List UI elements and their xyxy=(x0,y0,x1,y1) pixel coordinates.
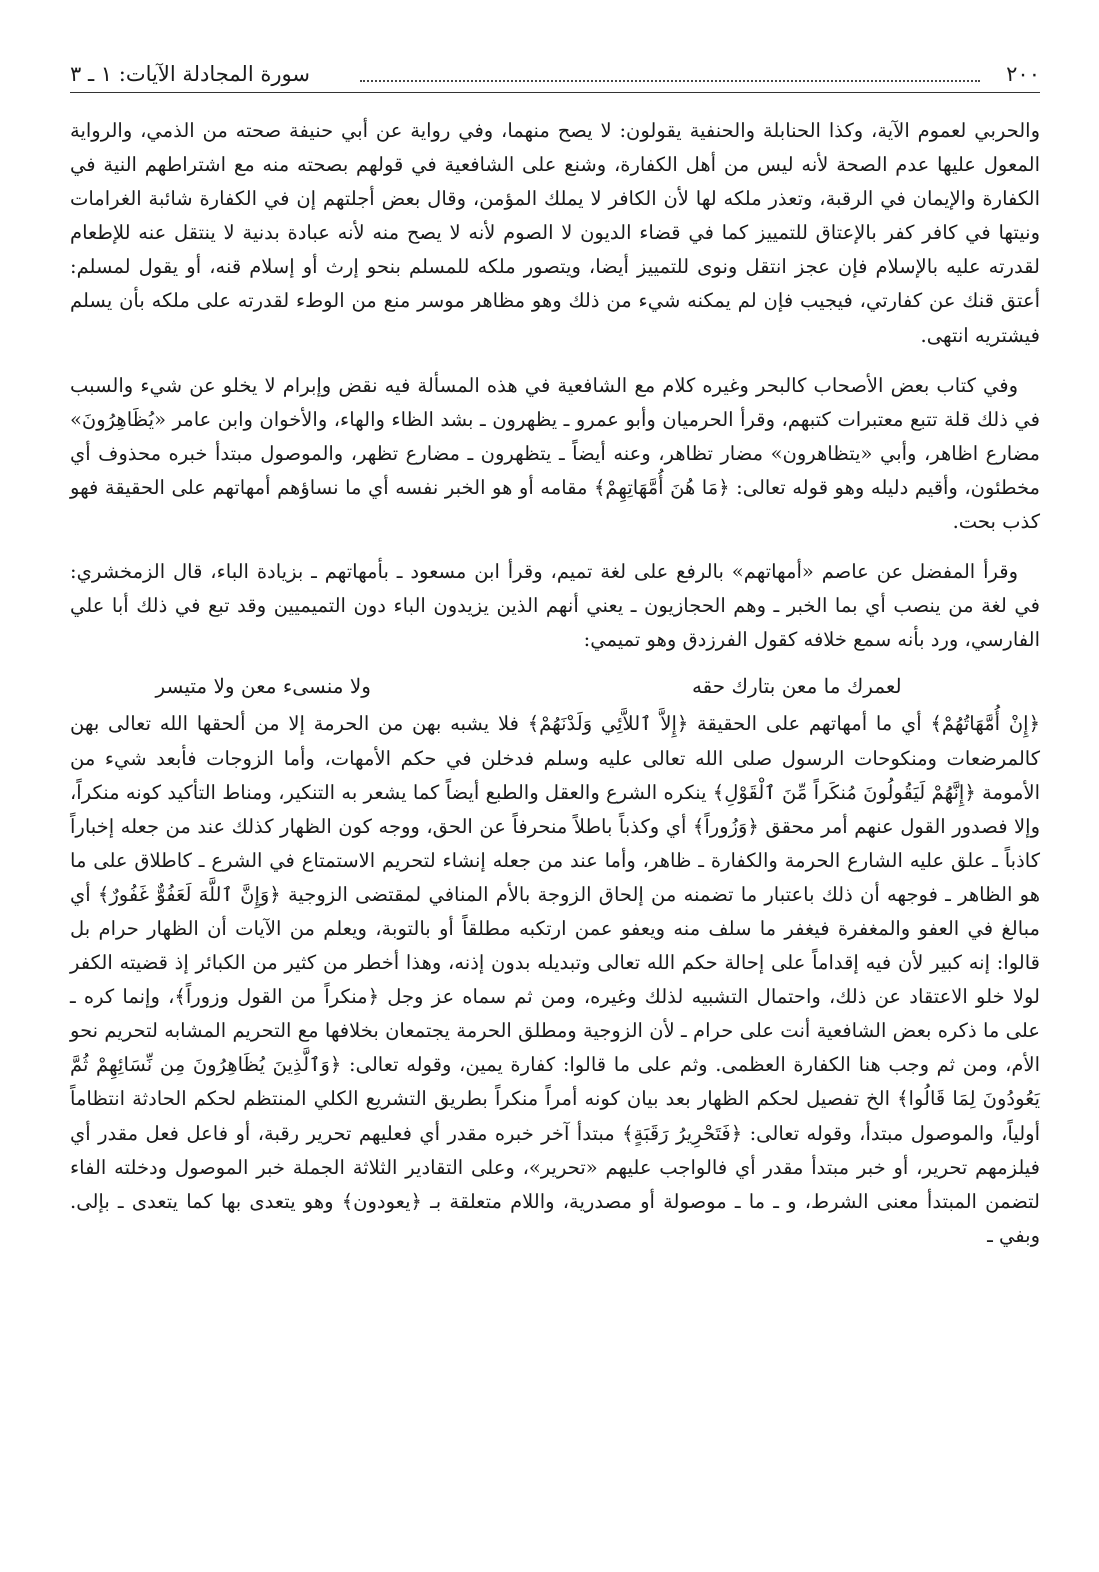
paragraph-1: والحربي لعموم الآية، وكذا الحنابلة والحنفية يقولون: لا يصح منهما، وفي رواية عن أبي حنيفة صحته من الذمي، والرواية المعول عليها عدم الصحة لأنه ليس من أهل الكفارة، وشنع على الشافعية في قولهم بصحته منه مع اشتراطهم النية في الكفارة والإيمان في الرقبة، وتعذر ملكه لها لأن الكافر لا يملك المؤمن، وقال بعض أجلتهم إن في الكفارة شائبة الغرامات ونيتها في كافر كفر بالإعتاق للتمييز كما في قضاء الديون لا الصوم لأنه لا يصح منه لأنه عبادة بدنية لا ينتقل عنه للإطعام لقدرته عليه بالإسلام فإن عجز انتقل ونوى للتمييز أيضا، ويتصور ملكه للمسلم بنحو إرث أو إسلام قنه، أو يقول لمسلم: أعتق قنك عن كفارتي، فيجيب فإن لم يمكنه شيء من ذلك وهو مظاهر موسر منع من الوطء لقدرته على ملكه بأن يسلم فيشتريه انتهى. xyxy=(70,119,1040,347)
paragraph-2: وفي كتاب بعض الأصحاب كالبحر وغيره كلام مع الشافعية في هذه المسألة فيه نقض وإبرام لا يخلو عن شيء والسبب في ذلك قلة تتبع معتبرات كتبهم، وقرأ الحرميان وأبو عمرو ـ يظهرون ـ بشد الظاء والهاء، والأخوان وابن عامر «يُظَاهِرُونَ» مضارع اظاهر، وأبي «يتظاهرون» مضار تظاهر، وعنه أيضاً ـ يتظهرون ـ مضارع تظهر، والموصول مبتدأ خبره محذوف أي مخطئون، وأقيم دليله وهو قوله تعالى: ﴿مَا هُنَ أُمَّهَاتِهِمْ﴾ مقامه أو هو الخبر نفسه أي ما نساؤهم أمهاتهم على الحقيقة فهو كذب بحت. xyxy=(70,373,1040,534)
running-title: سورة المجادلة الآيات: ١ ـ ٣ xyxy=(70,62,316,86)
verse-first-hemistich: لعمرك ما معن بتارك حقه xyxy=(691,674,902,699)
poetry-verse xyxy=(70,669,1040,703)
paragraph-4: ﴿إِنْ أُمَّهَاتُهُمْ﴾ أي ما أمهاتهم على الحقيقة ﴿إِلاَّ ٱللاَّئِي وَلَدْنَهُمْ﴾ فلا يشبه بهن من الحرمة إلا من ألحقها الله تعالى بهن كالمرضعات ومنكوحات الرسول صلى الله تعالى عليه وسلم فدخلن في حكم الأمهات، وأما الزوجات فأبعد شيء من الأمومة ﴿إِنَّهُمْ لَيَقُولُونَ مُنكَراً مِّنَ ٱلْقَوْلِ﴾ ينكره الشرع والعقل والطبع أيضاً كما يشعر به التنكير، ومناط التأكيد كونه منكراً، وإلا فصدور القول عنهم أمر محقق ﴿وَزُوراً﴾ أي وكذباً باطلاً منحرفاً عن الحق، ووجه كون الظهار كذلك عند من جعله إخباراً كاذباً ـ علق عليه الشارع الحرمة والكفارة ـ ظاهر، وأما عند من جعله إنشاء لتحريم الاستمتاع في الشرع ـ كاطلاق على ما هو الظاهر ـ فوجهه أن ذلك باعتبار ما تضمنه من إلحاق الزوجة بالأم المنافي لمقتضى الزوجية ﴿وَإِنَّ ٱللَّهَ لَعَفُوٌّ غَفُورٌ﴾ أي مبالغ في العفو والمغفرة فيغفر ما سلف منه ويعفو عمن ارتكبه مطلقاً أو بالتوبة، ويعلم من الآيات أن الظهار حرام بل قالوا: إنه كبير لأن فيه إقداماً على إحالة حكم الله تعالى وتبديله بدون إذنه، وهذا أخطر من كثير من الكبائر إذ قضيته الكفر لولا خلو الاعتقاد عن ذلك، واحتمال التشبيه لذلك وغيره، ومن ثم سماه عز وجل ﴿منكراً من القول وزوراً﴾، وإنما كره ـ على ما ذكره بعض الشافعية أنت على حرام ـ لأن الزوجية ومطلق الحرمة يجتمعان بخلافها مع التحريم المشابه لتحريم نحو الأم، ومن ثم وجب هنا الكفارة العظمى. وثم على ما قالوا: كفارة يمين، وقوله تعالى: ﴿وَٱلَّذِينَ يُظَاهِرُونَ مِن نِّسَائِهِمْ ثُمَّ يَعُودُونَ لِمَا قَالُوا﴾ الخ تفصيل لحكم الظهار بعد بيان كونه أمراً منكراً بطريق التشريع الكلي المنتظم لحكم الحادثة انتظاماً أولياً، والموصول مبتدأ، وقوله تعالى: ﴿فَتَحْرِيرُ رَقَبَةٍ﴾ مبتدأ آخر خبره مقدر أي فعليهم تحرير رقبة، أو فاعل فعل مقدر أي فيلزمهم تحرير، أو خبر مبتدأ مقدر أي فالواجب عليهم «تحرير»، وعلى التقادير الثلاثة الجملة خبر الموصول ودخلته الفاء لتضمن المبتدأ معنى الشرط، و ـ ما ـ موصولة أو مصدرية، واللام متعلقة بـ ﴿يعودون﴾ وهو يتعدى بها كما يتعدى ـ بإلى. وبفي ـ xyxy=(70,712,1040,1247)
paragraph-3: وقرأ المفضل عن عاصم «أمهاتهم» بالرفع على لغة تميم، وقرأ ابن مسعود ـ بأمهاتهم ـ بزيادة الباء، قال الزمخشري: في لغة من ينصب أي بما الخبر ـ وهم الحجازيون ـ يعني أنهم الذين يزيدون الباء دون التميميين وقد تبع في ذلك أبا علي الفارسي، ورد بأنه سمع خلافه كقول الفرزدق وهو تميمي: xyxy=(70,560,1040,652)
book-page xyxy=(70,0,1040,1572)
verse-second-hemistich: ولا منسىء معن ولا متيسر xyxy=(155,674,371,699)
page-header xyxy=(70,62,1040,93)
header-leader-dots xyxy=(360,64,980,82)
page-body xyxy=(70,114,1040,1253)
page-number: ٢٠٠ xyxy=(1006,62,1040,86)
